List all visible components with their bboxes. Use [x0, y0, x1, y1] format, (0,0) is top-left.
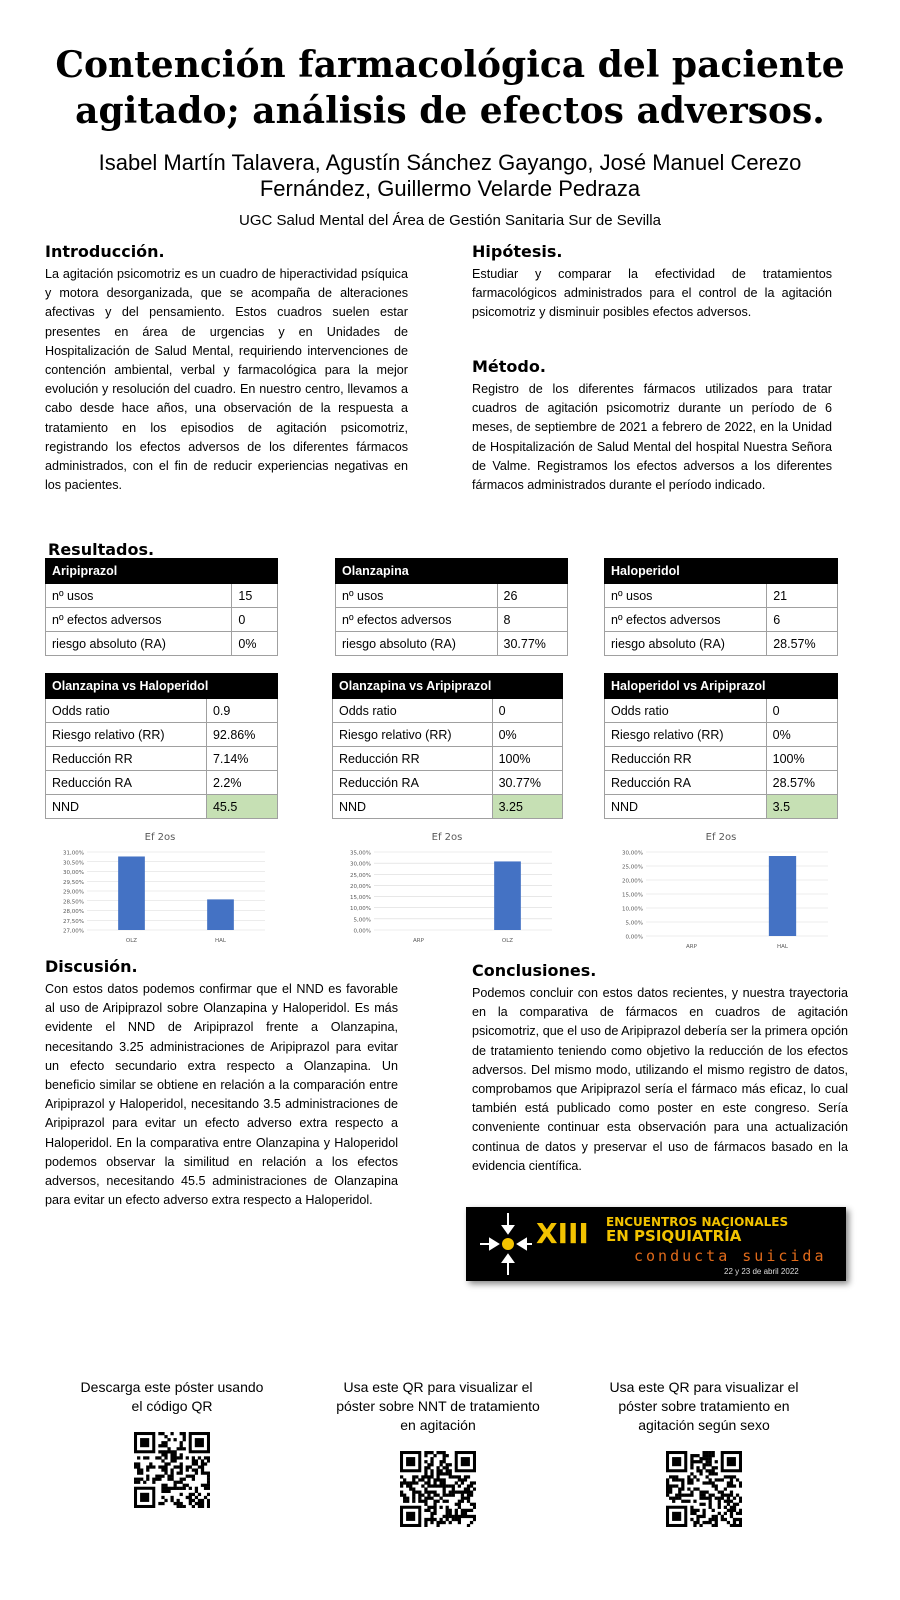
- row-label: Reducción RA: [333, 771, 493, 795]
- qr-block-download: [57, 1378, 287, 1508]
- conclusions-section: [472, 961, 848, 1176]
- chart-arp-hal: [604, 828, 838, 957]
- table-row: [46, 795, 278, 819]
- method-section: [472, 357, 832, 495]
- table-row: [336, 608, 568, 632]
- table-header: Olanzapina: [336, 559, 568, 584]
- x-tick-label: ARP: [413, 938, 424, 944]
- row-label: Riesgo relativo (RR): [605, 723, 767, 747]
- bar-hal: [769, 856, 796, 936]
- introduction-heading: Introducción.: [45, 242, 165, 261]
- discussion-heading: Discusión.: [45, 957, 138, 976]
- bar-chart: [604, 828, 838, 952]
- introduction-section: [45, 242, 408, 495]
- table-row: [605, 723, 838, 747]
- chart-olz-hal: [45, 828, 275, 951]
- row-label: NND: [333, 795, 493, 819]
- row-value: 0%: [232, 632, 278, 656]
- chart-arp-olz: [332, 828, 562, 951]
- row-value: 28.57%: [766, 771, 837, 795]
- row-label: Riesgo relativo (RR): [46, 723, 207, 747]
- row-label: NND: [605, 795, 767, 819]
- qr-caption: Descarga este póster usando el código QR: [80, 1379, 264, 1414]
- authors: Isabel Martín Talavera, Agustín Sánchez Gayango, José Manuel Cerezo Fernández, Guillermo Velarde Pedraza: [98, 150, 802, 201]
- nnd-value: 45.5: [206, 795, 277, 819]
- row-label: nº efectos adversos: [46, 608, 232, 632]
- table-row: [46, 747, 278, 771]
- row-value: 6: [767, 608, 838, 632]
- row-label: Odds ratio: [333, 699, 493, 723]
- row-label: nº usos: [336, 584, 498, 608]
- row-value: 100%: [492, 747, 562, 771]
- drug-table-olanzapina: [335, 558, 568, 656]
- y-tick-label: 27,00%: [63, 928, 84, 935]
- conclusions-heading: Conclusiones.: [472, 961, 597, 980]
- table-row: [46, 584, 278, 608]
- y-tick-label: 25,00%: [622, 864, 643, 871]
- affiliation: UGC Salud Mental del Área de Gestión Sanitaria Sur de Sevilla: [239, 212, 661, 229]
- row-value: 0%: [492, 723, 562, 747]
- logo-numeral: XIII: [536, 1217, 589, 1250]
- qr-code-icon[interactable]: [134, 1432, 210, 1508]
- qr-code-icon[interactable]: [400, 1451, 476, 1527]
- table-row: [333, 699, 563, 723]
- y-tick-label: 29,00%: [63, 889, 84, 896]
- bar-hal: [207, 899, 234, 930]
- qr-caption: Usa este QR para visualizar el póster sobre tratamiento en agitación según sexo: [609, 1379, 799, 1433]
- row-label: Riesgo relativo (RR): [333, 723, 493, 747]
- x-tick-label: OLZ: [125, 938, 138, 944]
- row-value: 30.77%: [492, 771, 562, 795]
- row-value: 0%: [766, 723, 837, 747]
- hypothesis-heading: Hipótesis.: [472, 242, 563, 261]
- bar-olz: [118, 856, 145, 930]
- table-row: [46, 723, 278, 747]
- comparison-table-hal-arp: [604, 673, 838, 819]
- row-value: 92.86%: [206, 723, 277, 747]
- row-label: riesgo absoluto (RA): [46, 632, 232, 656]
- row-value: 26: [497, 584, 568, 608]
- row-label: riesgo absoluto (RA): [605, 632, 767, 656]
- row-label: nº efectos adversos: [336, 608, 498, 632]
- row-label: Odds ratio: [46, 699, 207, 723]
- table-row: [605, 771, 838, 795]
- chart-title: Ef 2os: [431, 832, 463, 843]
- arrows-target-icon: [472, 1207, 532, 1281]
- table-row: [333, 747, 563, 771]
- bar-chart: [45, 828, 275, 946]
- table-row: [46, 699, 278, 723]
- table-row: [46, 608, 278, 632]
- y-tick-label: 28,50%: [63, 899, 84, 906]
- table-row: [336, 584, 568, 608]
- row-label: riesgo absoluto (RA): [336, 632, 498, 656]
- row-value: 7.14%: [206, 747, 277, 771]
- bar-olz: [494, 861, 521, 930]
- drug-table-aripiprazol: [45, 558, 278, 656]
- table-row: [333, 723, 563, 747]
- row-value: 28.57%: [767, 632, 838, 656]
- y-tick-label: 30,00%: [622, 850, 643, 857]
- row-value: 100%: [766, 747, 837, 771]
- row-value: 2.2%: [206, 771, 277, 795]
- row-label: nº usos: [605, 584, 767, 608]
- bar-chart: [332, 828, 562, 946]
- table-row: [605, 699, 838, 723]
- logo-date: 22 y 23 de abril 2022: [724, 1267, 799, 1276]
- table-header: Aripiprazol: [46, 559, 278, 584]
- y-tick-label: 25,00%: [350, 872, 371, 879]
- table-row: [46, 632, 278, 656]
- row-label: NND: [46, 795, 207, 819]
- table-header: Olanzapina vs Haloperidol: [46, 674, 278, 699]
- congress-logo: [466, 1207, 846, 1281]
- discussion-section: [45, 957, 398, 1210]
- table-row: [46, 771, 278, 795]
- y-tick-label: 15,00%: [350, 895, 371, 902]
- y-tick-label: 0,00%: [625, 934, 643, 941]
- qr-code-icon[interactable]: [666, 1451, 742, 1527]
- x-tick-label: ARP: [686, 944, 697, 950]
- row-label: Reducción RA: [46, 771, 207, 795]
- y-tick-label: 27,50%: [63, 918, 84, 925]
- logo-title: [606, 1215, 788, 1243]
- row-label: Reducción RR: [605, 747, 767, 771]
- row-value: 15: [232, 584, 278, 608]
- comparison-table-olz-arp: [332, 673, 563, 819]
- table-row: [605, 632, 838, 656]
- table-row: [605, 584, 838, 608]
- nnd-value: 3.25: [492, 795, 562, 819]
- table-header: Haloperidol: [605, 559, 838, 584]
- method-text: Registro de los diferentes fármacos utilizados para tratar cuadros de agitación psicomotriz durante un período de 6 meses, de septiembre de 2021 a febrero de 2022, en la Unidad de Hospitalización de Salud Mental del hospital Nuestra Señora de Valme. Registramos los efectos adversos a los diferentes fármacos administrados durante el período indicado.: [472, 382, 832, 493]
- method-heading: Método.: [472, 357, 546, 376]
- y-tick-label: 5,00%: [353, 917, 371, 924]
- row-label: nº efectos adversos: [605, 608, 767, 632]
- poster-title: Contención farmacológica del paciente agitado; análisis de efectos adversos.: [55, 44, 845, 132]
- logo-line1: ENCUENTROS NACIONALES: [606, 1215, 789, 1229]
- y-tick-label: 10,00%: [622, 906, 643, 913]
- row-value: 30.77%: [497, 632, 568, 656]
- table-row: [333, 771, 563, 795]
- row-value: 0: [766, 699, 837, 723]
- qr-block-nnt: [323, 1378, 553, 1527]
- row-label: Reducción RA: [605, 771, 767, 795]
- chart-title: Ef 2os: [705, 832, 737, 843]
- hypothesis-section: [472, 242, 832, 323]
- row-value: 0: [232, 608, 278, 632]
- comparison-table-olz-hal: [45, 673, 278, 819]
- y-tick-label: 28,00%: [63, 909, 84, 915]
- row-label: Reducción RR: [46, 747, 207, 771]
- introduction-text: La agitación psicomotriz es un cuadro de hiperactividad psíquica y motora desorganizada, que se acompaña de alteraciones afectivas y del pensamiento. Estos cuadros suelen estar presentes en área de urgencias y en Unidades de Hospitalización de Salud Mental, requiriendo intervenciones de contención ambiental, verbal y farmacológica para la mejor evolución y resolución del cuadro. En nuestro centro, llevamos a cabo desde hace años, una observación de la respuesta a tratamiento en los episodios de agitación psicomotriz, registrando los efectos adversos de los diferentes fármacos administrados, con el fin de reducir experiencias negativas en los pacientes.: [45, 267, 408, 493]
- y-tick-label: 29,50%: [63, 879, 84, 886]
- logo-subtitle: conducta suicida: [634, 1247, 827, 1265]
- y-tick-label: 30,50%: [63, 860, 84, 867]
- table-row: [605, 608, 838, 632]
- y-tick-label: 0,00%: [353, 928, 371, 935]
- row-value: 8: [497, 608, 568, 632]
- table-row: [605, 747, 838, 771]
- x-tick-label: HAL: [777, 944, 788, 950]
- y-tick-label: 35,00%: [350, 850, 371, 857]
- x-tick-label: HAL: [215, 938, 226, 944]
- y-tick-label: 31,00%: [63, 850, 84, 857]
- row-label: nº usos: [46, 584, 232, 608]
- conclusions-text: Podemos concluir con estos datos recientes, y nuestra trayectoria en la comparativa de fármacos en cuadros de agitación psicomotriz, que el uso de Aripiprazol debería ser la primera opción de tratamiento teniendo como objetivo la reducción de los efectos adversos. Del mismo modo, utilizando el mismo registro de datos, comprobamos que Aripiprazol sería el fármaco más eficaz, lo cual también está publicado como poster en este congreso. Sería conveniente continuar esta observación para una actualización continua de datos y preservar el uso de fármacos basado en la evidencia científica.: [472, 986, 848, 1173]
- y-tick-label: 15,00%: [622, 892, 643, 899]
- y-tick-label: 20,00%: [350, 883, 371, 890]
- qr-caption: Usa este QR para visualizar el póster sobre NNT de tratamiento en agitación: [336, 1379, 540, 1433]
- y-tick-label: 10,00%: [350, 906, 371, 913]
- logo-line2: EN PSIQUIATRÍA: [606, 1227, 742, 1245]
- hypothesis-text: Estudiar y comparar la efectividad de tratamientos farmacológicos administrados para el control de la agitación psicomotriz y disminuir posibles efectos adversos.: [472, 267, 832, 320]
- row-label: Reducción RR: [333, 747, 493, 771]
- row-value: 0: [492, 699, 562, 723]
- results-heading: Resultados.: [48, 540, 155, 559]
- chart-title: Ef 2os: [144, 832, 176, 843]
- table-row: [336, 632, 568, 656]
- discussion-text: Con estos datos podemos confirmar que el NND es favorable al uso de Aripiprazol sobre Olanzapina y Haloperidol. Es más evidente el NND de Aripiprazol frente a Olanzapina, necesitando 3.25 administraciones de Aripiprazol para evitar un efecto secundario extra respecto a Olanzapina. Un beneficio similar se obtiene en relación a la comparación entre Aripiprazol y Haloperidol, necesitando 3.5 administraciones de Aripiprazol para evitar un efecto adverso extra respecto a Haloperidol. En la comparativa entre Olanzapina y Haloperidol podemos observar la similitud en relación a los efectos adversos, necesitando 45.5 administraciones de Olanzapina para evitar un efecto adverso extra respecto a Haloperidol.: [45, 982, 398, 1208]
- row-value: 21: [767, 584, 838, 608]
- table-row: [605, 795, 838, 819]
- table-row: [333, 795, 563, 819]
- y-tick-label: 20,00%: [622, 878, 643, 885]
- y-tick-label: 5,00%: [625, 920, 643, 927]
- table-header: Olanzapina vs Aripiprazol: [333, 674, 563, 699]
- row-value: 0.9: [206, 699, 277, 723]
- table-header: Haloperidol vs Aripiprazol: [605, 674, 838, 699]
- y-tick-label: 30,00%: [350, 861, 371, 868]
- y-tick-label: 30,00%: [63, 870, 84, 876]
- x-tick-label: OLZ: [501, 938, 514, 944]
- qr-block-sex: [589, 1378, 819, 1527]
- nnd-value: 3.5: [766, 795, 837, 819]
- drug-table-haloperidol: [604, 558, 838, 656]
- row-label: Odds ratio: [605, 699, 767, 723]
